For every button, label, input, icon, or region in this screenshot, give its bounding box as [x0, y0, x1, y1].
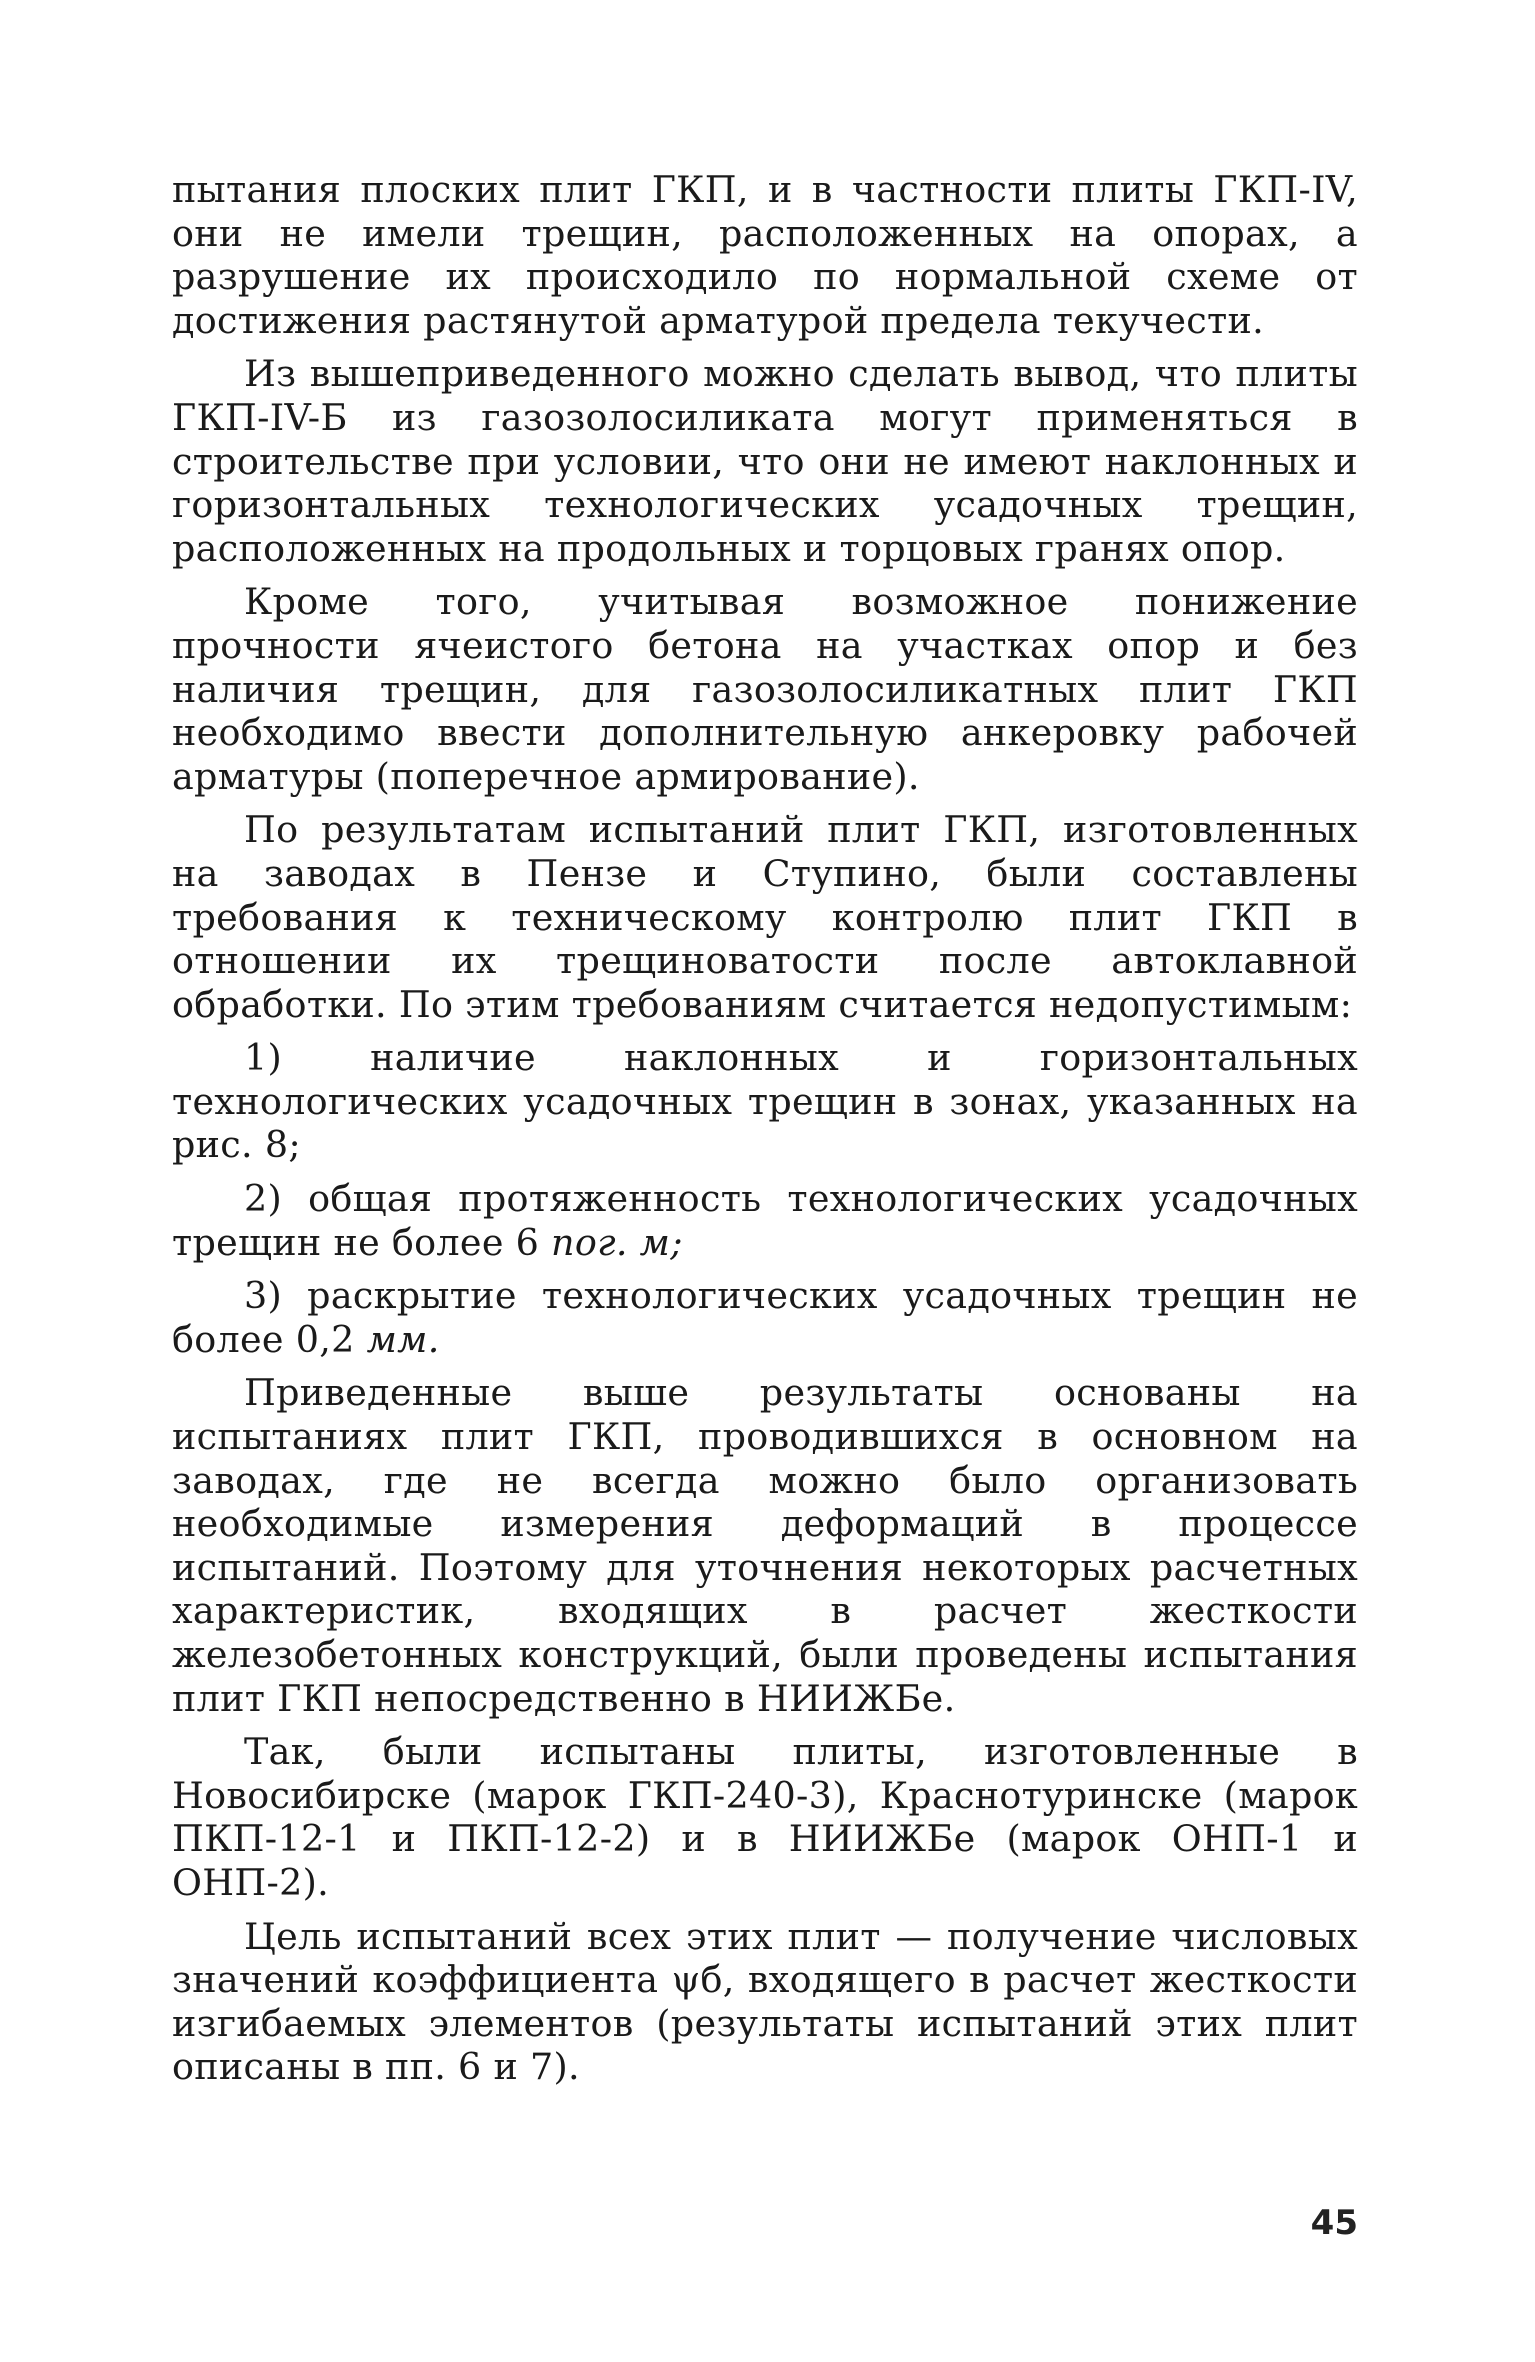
- paragraph-anchoring: Кроме того, учитывая возможное понижение прочности ячеистого бетона на участках опор и без наличия трещин, для газозолосиликатных плит ГКП необходимо ввести дополнительную анкеровку рабочей арматуры (поперечное армирование).: [172, 580, 1358, 798]
- paragraph-goal: Цель испытаний всех этих плит — получение числовых значений коэффициента ψб, входящего в расчет жесткости изгибаемых элементов (результаты испытаний этих плит описаны в пп. 6 и 7).: [172, 1914, 1358, 2089]
- paragraph-conclusion: Из вышеприведенного можно сделать вывод, что плиты ГКП-IV-Б из газозолосиликата могут применяться в строительстве при условии, что они не имеют наклонных и горизонтальных технологических усадочных трещин, расположенных на продольных и торцовых гранях опор.: [172, 352, 1358, 570]
- list-item-2-text: 2) общая протяженность технологических усадочных трещин не более 6: [172, 1177, 1358, 1264]
- list-item-3: [172, 1274, 1358, 1361]
- paragraph-tested-plates: Так, были испытаны плиты, изготовленные в Новосибирске (марок ГКП-240-3), Краснотуринске (марок ПКП-12-1 и ПКП-12-2) и в НИИЖБе (марок ОНП-1 и ОНП-2).: [172, 1730, 1358, 1904]
- list-item-3-unit: мм.: [366, 1317, 440, 1361]
- list-item-1: 1) наличие наклонных и горизонтальных технологических усадочных трещин в зонах, указанных на рис. 8;: [172, 1036, 1358, 1167]
- page-number: 45: [1310, 2203, 1358, 2243]
- page-body: [172, 168, 1358, 2099]
- list-item-2: [172, 1177, 1358, 1264]
- paragraph-requirements: По результатам испытаний плит ГКП, изготовленных на заводах в Пензе и Ступино, были составлены требования к техническому контролю плит ГКП в отношении их трещиноватости после автоклавной обработки. По этим требованиям считается недопустимым:: [172, 808, 1358, 1026]
- paragraph-results: Приведенные выше результаты основаны на испытаниях плит ГКП, проводившихся в основном на заводах, где не всегда можно было организовать необходимые измерения деформаций в процессе испытаний. Поэтому для уточнения некоторых расчетных характеристик, входящих в расчет жесткости железобетонных конструкций, были проведены испытания плит ГКП непосредственно в НИИЖБе.: [172, 1371, 1358, 1720]
- list-item-3-text: 3) раскрытие технологических усадочных трещин не более 0,2: [172, 1274, 1358, 1361]
- paragraph-continuation: пытания плоских плит ГКП, и в частности плиты ГКП-IV, они не имели трещин, расположенных на опорах, а разрушение их происходило по нормальной схеме от достижения растянутой арматурой предела текучести.: [172, 168, 1358, 342]
- list-item-2-unit: пог. м;: [551, 1220, 683, 1264]
